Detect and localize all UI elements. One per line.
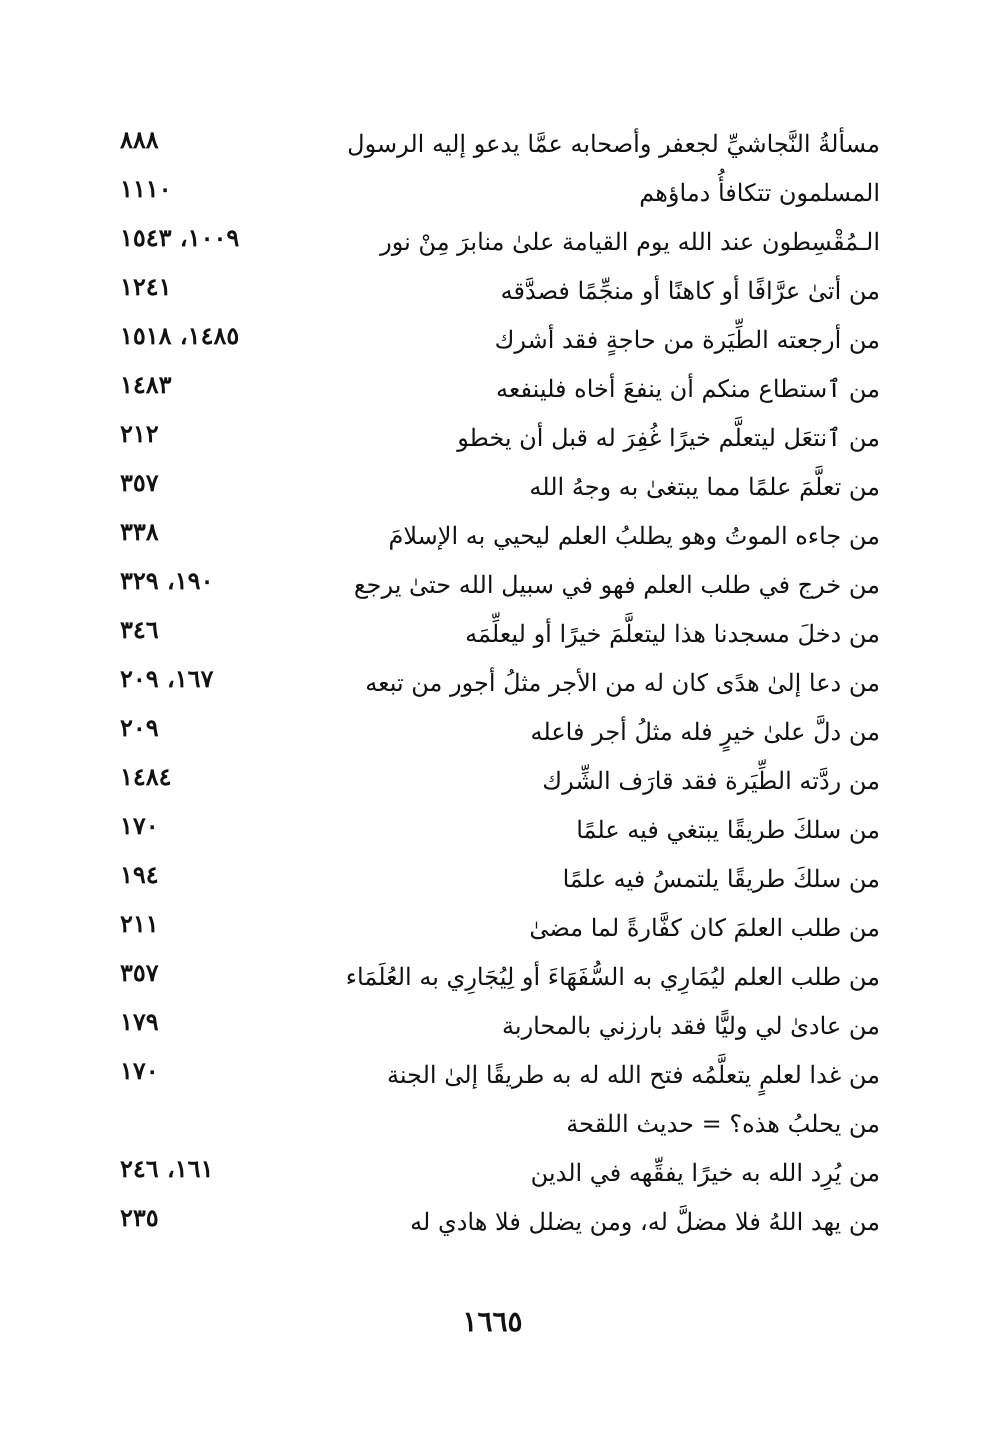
index-entry (110, 1051, 880, 1100)
index-entry (110, 708, 880, 757)
entry-text: من يهد اللهُ فلا مضلَّ له، ومن يضلل فلا هادي له (410, 1208, 880, 1236)
index-entry (110, 855, 880, 904)
index-entry (110, 169, 880, 218)
index-entry (110, 953, 880, 1002)
entry-pages: ٢٣٥ (120, 1203, 159, 1232)
index-entry (110, 1100, 880, 1149)
index-entry (110, 267, 880, 316)
entry-text: من ٱنتعَل ليتعلَّم خيرًا غُفِرَ له قبل أن يخطو (457, 424, 880, 452)
index-entry (110, 904, 880, 953)
entry-text: من طلب العلم ليُمَارِي به السُّفَهَاءَ أو لِيُجَارِي به العُلَمَاء (345, 963, 880, 991)
entry-pages: ١٧٠ (120, 811, 159, 840)
entry-text: من سلكَ طريقًا يبتغي فيه علمًا (576, 816, 880, 844)
entry-text: من خرج في طلب العلم فهو في سبيل الله حتىٰ يرجع (353, 571, 880, 599)
entry-text: الـمُقْسِطون عند الله يوم القيامة علىٰ منابرَ مِنْ نور (380, 228, 880, 256)
entry-pages: ١٤٨٥، ١٥١٨ (120, 321, 240, 350)
index-entry (110, 757, 880, 806)
index-entry (110, 218, 880, 267)
entry-pages: ١٧٩ (120, 1007, 159, 1036)
entry-pages: ٢١٢ (120, 419, 159, 448)
index-entry (110, 1198, 880, 1247)
entry-text: من عادىٰ لي وليًّا فقد بارزني بالمحاربة (502, 1012, 880, 1040)
index-entry (110, 414, 880, 463)
entry-pages: ١٦١، ٢٤٦ (120, 1154, 214, 1183)
index-entry (110, 610, 880, 659)
entry-text: من دلَّ علىٰ خيرٍ فله مثلُ أجر فاعله (530, 718, 880, 746)
page-number: ١٦٦٥ (462, 1305, 523, 1338)
entry-text: من غدا لعلمٍ يتعلَّمُه فتح الله له به طريقًا إلىٰ الجنة (387, 1061, 880, 1089)
entry-pages: ١٤٨٣ (120, 370, 172, 399)
entry-text: من جاءه الموتُ وهو يطلبُ العلم ليحيي به الإسلامَ (388, 522, 880, 550)
entry-text: من ٱستطاع منكم أن ينفعَ أخاه فلينفعه (496, 375, 880, 403)
entry-text: المسلمون تتكافأُ دماؤهم (639, 179, 880, 207)
index-entry (110, 561, 880, 610)
index-entry (110, 463, 880, 512)
entry-pages: ٣٥٧ (120, 468, 159, 497)
entry-text: مسألةُ النَّجاشيِّ لجعفر وأصحابه عمَّا يدعو إليه الرسول (347, 130, 880, 158)
entry-text: من ردَّته الطِّيَرة فقد قارَف الشِّرك (542, 767, 880, 795)
entry-pages: ٢١١ (120, 909, 159, 938)
index-entry (110, 1149, 880, 1198)
entry-pages: ١٩٠، ٣٢٩ (120, 566, 214, 595)
entry-text: من دخلَ مسجدنا هذا ليتعلَّمَ خيرًا أو ليعلِّمَه (465, 620, 880, 648)
index-entry (110, 120, 880, 169)
entry-text: من سلكَ طريقًا يلتمسُ فيه علمًا (562, 865, 880, 893)
entry-pages: ٣٥٧ (120, 958, 159, 987)
index-entry (110, 512, 880, 561)
entry-text: من أتىٰ عرَّافًا أو كاهنًا أو منجِّمًا فصدَّقه (500, 277, 880, 305)
entry-pages: ١٩٤ (120, 860, 159, 889)
entry-text: من طلب العلمَ كان كفَّارةً لما مضىٰ (529, 914, 880, 942)
entry-pages: ٢٠٩ (120, 713, 159, 742)
entry-pages: ١٤٨٤ (120, 762, 172, 791)
entry-text: من تعلَّمَ علمًا مما يبتغىٰ به وجهُ الله (529, 473, 880, 501)
index-entry (110, 659, 880, 708)
hadith-index-list (110, 120, 880, 1247)
entry-text: من دعا إلىٰ هدًى كان له من الأجر مثلُ أجور من تبعه (365, 669, 880, 697)
index-entry (110, 316, 880, 365)
index-entry (110, 806, 880, 855)
entry-text: من يُرِد الله به خيرًا يفقِّهه في الدين (530, 1159, 880, 1187)
index-entry (110, 365, 880, 414)
index-entry (110, 1002, 880, 1051)
entry-pages: ١٢٤١ (120, 272, 172, 301)
entry-pages: ٣٣٨ (120, 517, 159, 546)
entry-pages: ١١١٠ (120, 174, 172, 203)
entry-pages: ١٦٧، ٢٠٩ (120, 664, 214, 693)
entry-pages: ١٧٠ (120, 1056, 159, 1085)
entry-text: من يحلبُ هذه؟ = حديث اللقحة (566, 1110, 880, 1138)
entry-pages: ١٠٠٩، ١٥٤٣ (120, 223, 240, 252)
entry-text: من أرجعته الطِّيَرة من حاجةٍ فقد أشرك (494, 326, 880, 354)
entry-pages: ٣٤٦ (120, 615, 159, 644)
entry-pages: ٨٨٨ (120, 125, 159, 154)
